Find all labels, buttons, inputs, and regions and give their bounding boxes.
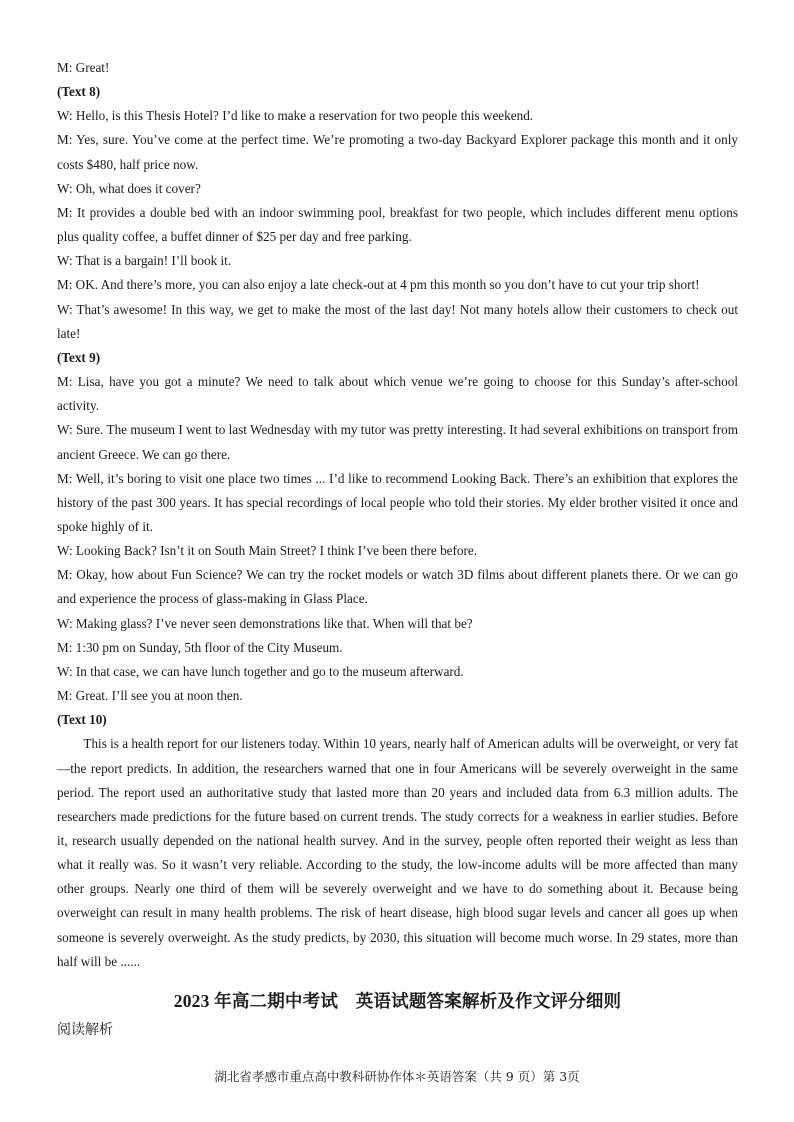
dialogue-line: M: Okay, how about Fun Science? We can try the rocket models or watch 3D films about different planets there. Or we can go and experience the process of glass-making in Glass Place.	[57, 567, 738, 607]
dialogue-line: This is a health report for our listeners today. Within 10 years, nearly half of American adults will be overweight, or very fat—the report predicts. In addition, the researchers warned that one in four Americans will be severely overweight in the same period. The report used an authoritative study that lasted more than 20 years and included data from 6.3 million adults. The researchers made predictions for the future based on current trends. The study corrects for a weakness in earlier studies. Before it, research usually depended on the national health survey. And in the survey, people often reported their weight as less than what it really was. So it wasn’t very reliable. According to the study, the low-income adults will be more affected than many other groups. Nearly one third of them will be severely overweight and we have to do something about it. Because being overweight can result in many health problems. The risk of heart disease, high blood sugar levels and cancer all goes up when someone is severely overweight. As the study predicts, by 2030, this situation will become much worse. In 29 states, more than half will be ......	[57, 736, 738, 969]
dialogue-line: M: Well, it’s boring to visit one place two times ... I’d like to recommend Looking Back. There’s an exhibition that explores the history of the past 300 years. It has special recordings of local people who told their stories. My elder brother visited it once and spoke highly of it.	[57, 470, 738, 534]
text-heading: (Text 10)	[57, 712, 107, 728]
page-footer: 湖北省孝感市重点高中教科研协作体＊英语答案（共 9 页）第 3页	[214, 1069, 580, 1084]
dialogue-line: W: Hello, is this Thesis Hotel? I’d like to make a reservation for two people this weekend.	[57, 108, 534, 124]
dialogue-line: W: Oh, what does it cover?	[57, 180, 201, 196]
dialogue-line: M: 1:30 pm on Sunday, 5th floor of the City Museum.	[57, 639, 343, 655]
transcript	[57, 56, 738, 974]
dialogue-line: M: Lisa, have you got a minute? We need to talk about which venue we’re going to choose for this Sunday’s after-school activity.	[57, 374, 738, 414]
dialogue-line: W: Sure. The museum I went to last Wednesday with my tutor was pretty interesting. It had several exhibitions on transport from ancient Greece. We can go there.	[57, 422, 738, 462]
dialogue-line: W: In that case, we can have lunch together and go to the museum afterward.	[57, 663, 464, 679]
dialogue-line: W: Making glass? I’ve never seen demonstrations like that. When will that be?	[57, 615, 473, 631]
dialogue-line: M: It provides a double bed with an indoor swimming pool, breakfast for two people, which includes different menu options plus quality coffee, a buffet dinner of $25 per day and free parking.	[57, 204, 738, 245]
dialogue-line: W: That is a bargain! I’ll book it.	[57, 253, 232, 269]
text-heading: (Text 8)	[57, 84, 101, 100]
dialogue-line: M: Yes, sure. You’ve come at the perfect time. We’re promoting a two-day Backyard Explorer package this month and it only costs $480, half price now.	[57, 132, 738, 172]
section-title: 2023 年高二期中考试 英语试题答案解析及作文评分细则	[173, 990, 622, 1011]
subsection-heading: 阅读解析	[57, 1021, 113, 1038]
dialogue-line: M: OK. And there’s more, you can also enjoy a late check-out at 4 pm this month so you don’t have to cut your trip short!	[57, 277, 700, 293]
dialogue-line: M: Great. I’ll see you at noon then.	[57, 688, 243, 704]
dialogue-line: W: That’s awesome! In this way, we get to make the most of the last day! Not many hotels allow their customers to check out late!	[57, 301, 738, 341]
document-body	[57, 56, 738, 1042]
text-heading: (Text 9)	[57, 349, 101, 365]
dialogue-line: M: Great!	[57, 60, 110, 75]
dialogue-line: W: Looking Back? Isn’t it on South Main Street? I think I’ve been there before.	[57, 543, 478, 559]
